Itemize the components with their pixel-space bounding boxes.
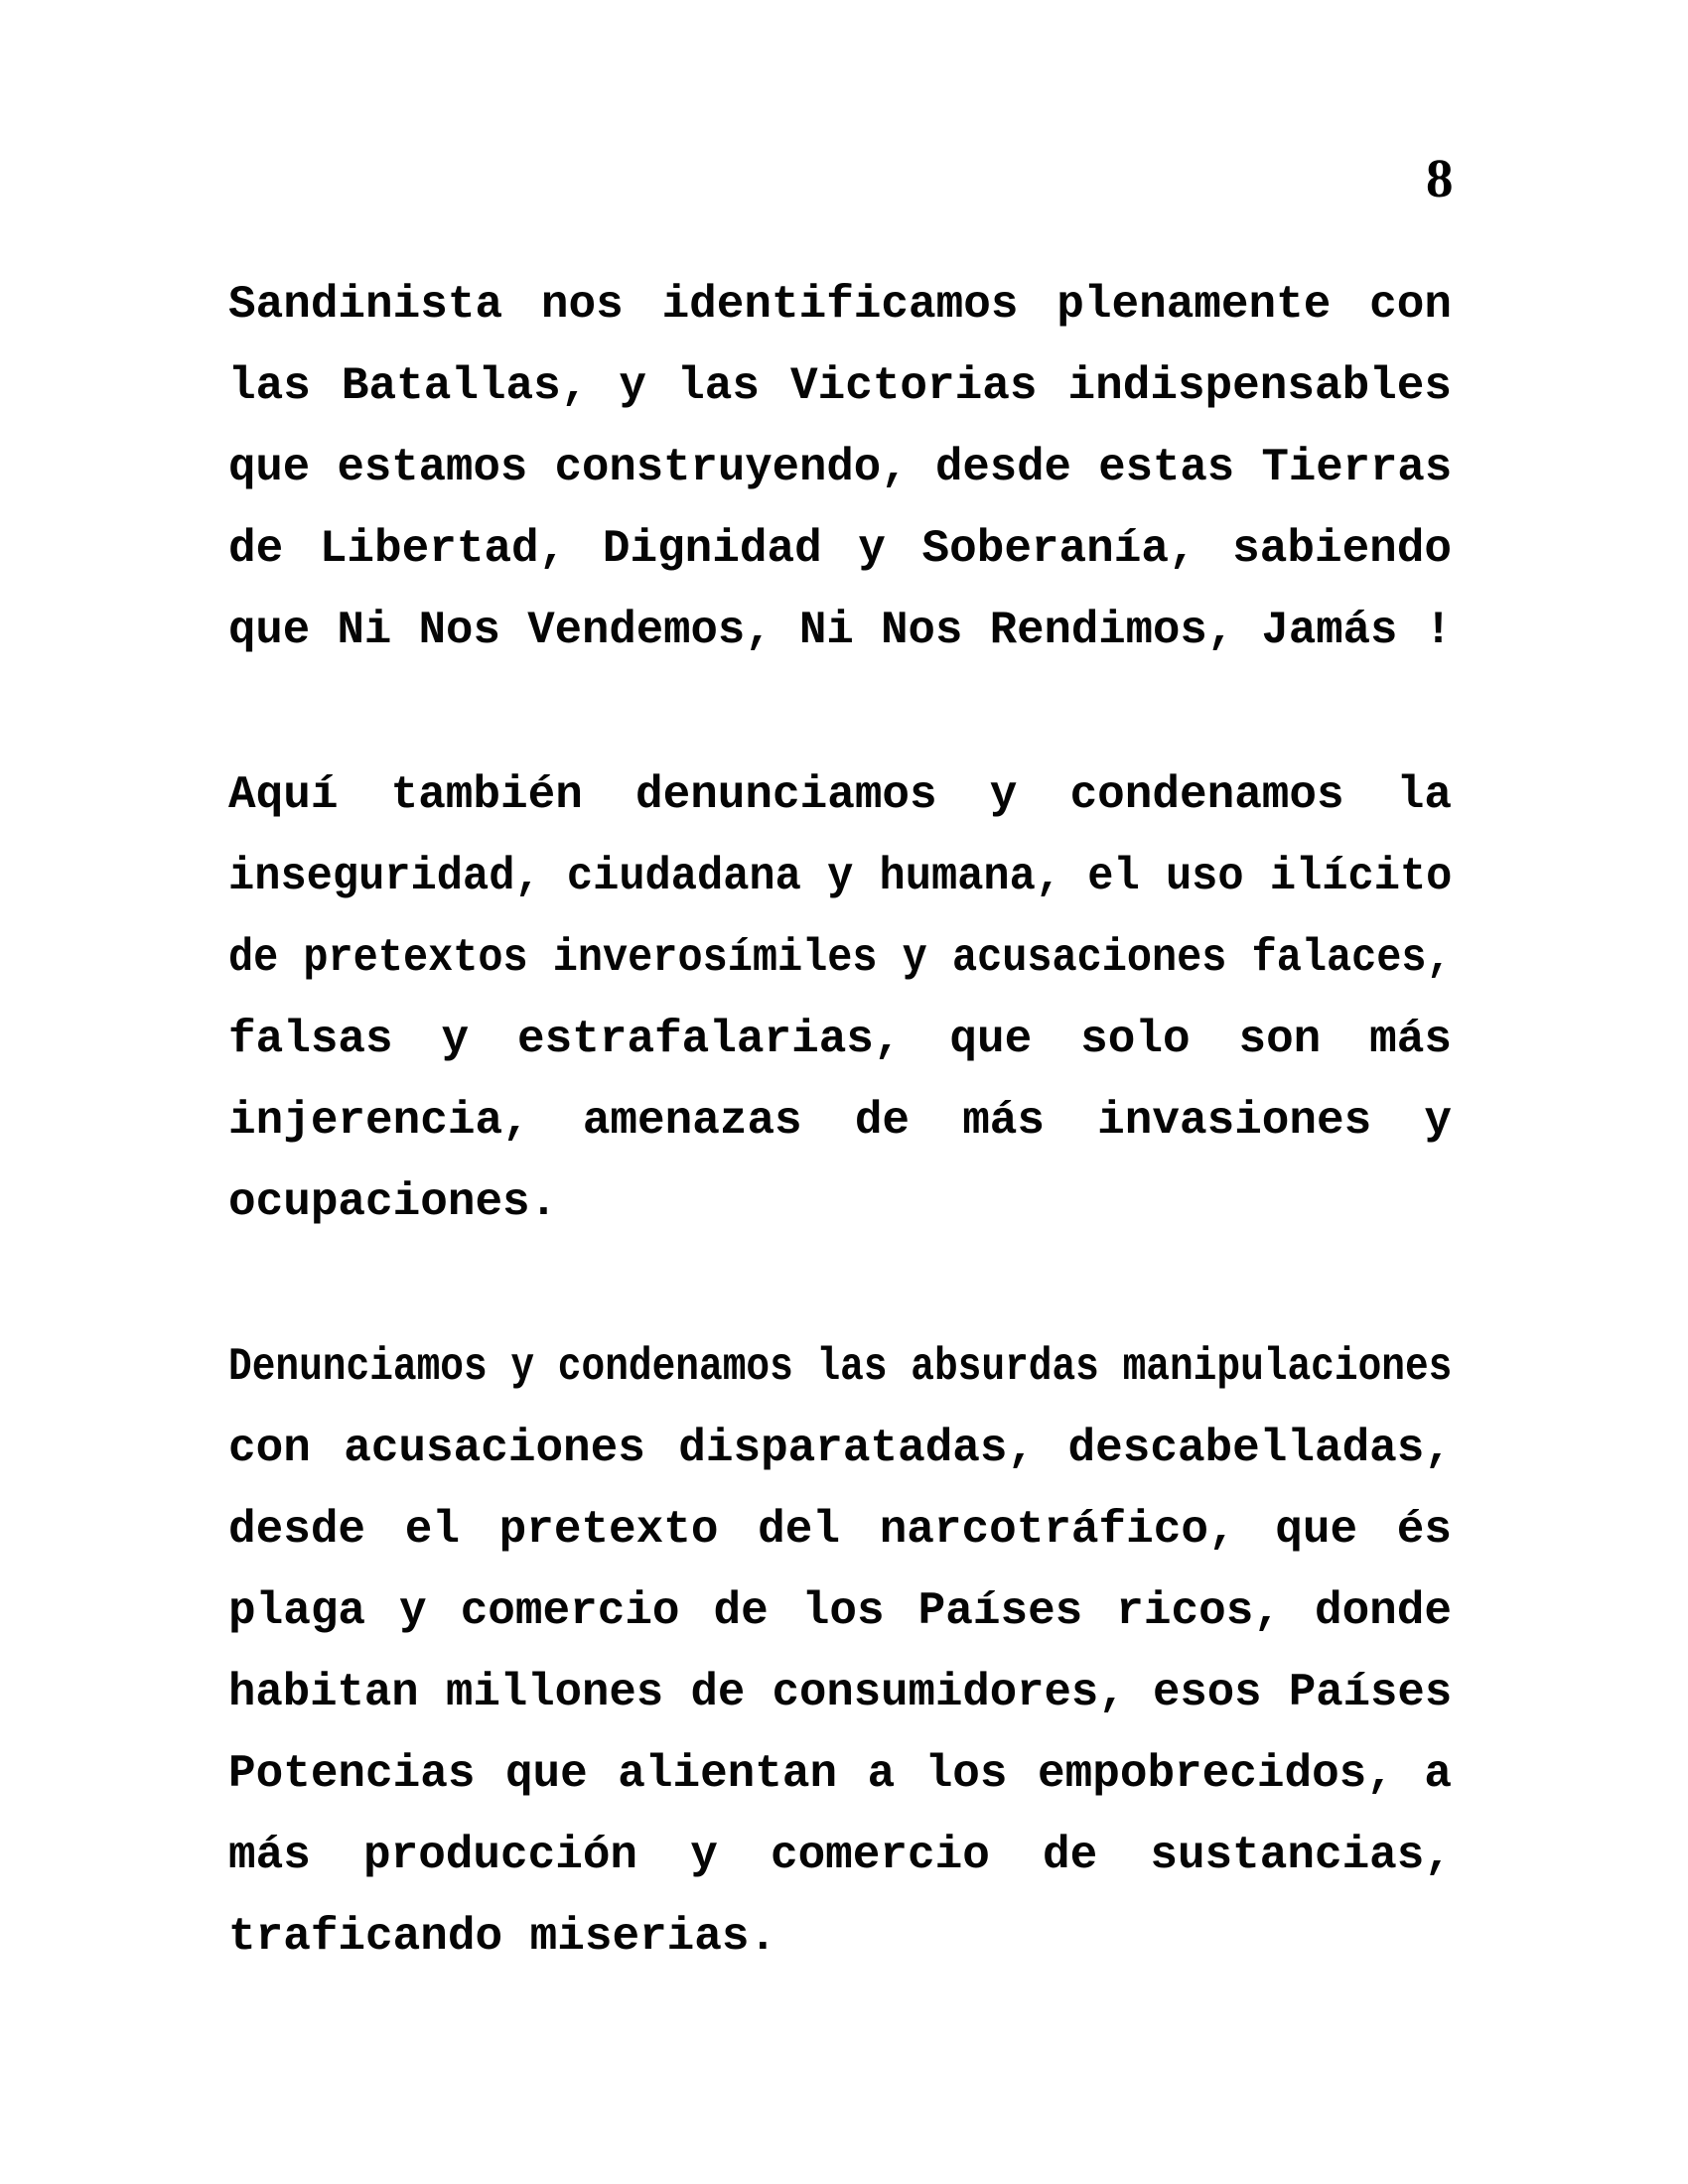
text-line: falsas y estrafalarias, que solo son más [228,1014,1452,1065]
text-line: desde el pretexto del narcotráfico, que és [228,1504,1452,1556]
paragraph [228,1326,1452,1978]
text-line: con acusaciones disparatadas, descabelladas, [228,1423,1452,1474]
text-line: las Batallas, y las Victorias indispensables [228,360,1452,412]
text-line: de Libertad, Dignidad y Soberanía, sabiendo [228,523,1452,575]
text-line: plaga y comercio de los Países ricos, donde [228,1585,1452,1637]
text-line: habitan millones de consumidores, esos Países [228,1667,1453,1718]
text-line: inseguridad, ciudadana y humana, el uso ilícito [228,851,1453,902]
text-line: Denunciamos y condenamos las absurdas manipulaciones [228,1341,1453,1393]
text-line: que Ni Nos Vendemos, Ni Nos Rendimos, Jamás ! [228,605,1453,656]
text-line: Sandinista nos identificamos plenamente con [228,279,1452,331]
paragraph [228,754,1452,1243]
paragraph [228,264,1452,671]
text-line: Potencias que alientan a los empobrecidos, a [228,1748,1452,1800]
document-body [228,264,1452,1978]
page-number: 8 [1426,148,1454,208]
text-line: de pretextos inverosímiles y acusaciones falaces, [228,932,1452,984]
text-line: injerencia, amenazas de más invasiones y [228,1095,1452,1147]
text-line: ocupaciones. [228,1176,558,1228]
text-line: que estamos construyendo, desde estas Tierras [228,442,1453,493]
text-line: traficando miserias. [228,1911,777,1963]
text-line: más producción y comercio de sustancias, [228,1830,1452,1881]
text-line: Aquí también denunciamos y condenamos la [228,769,1452,821]
